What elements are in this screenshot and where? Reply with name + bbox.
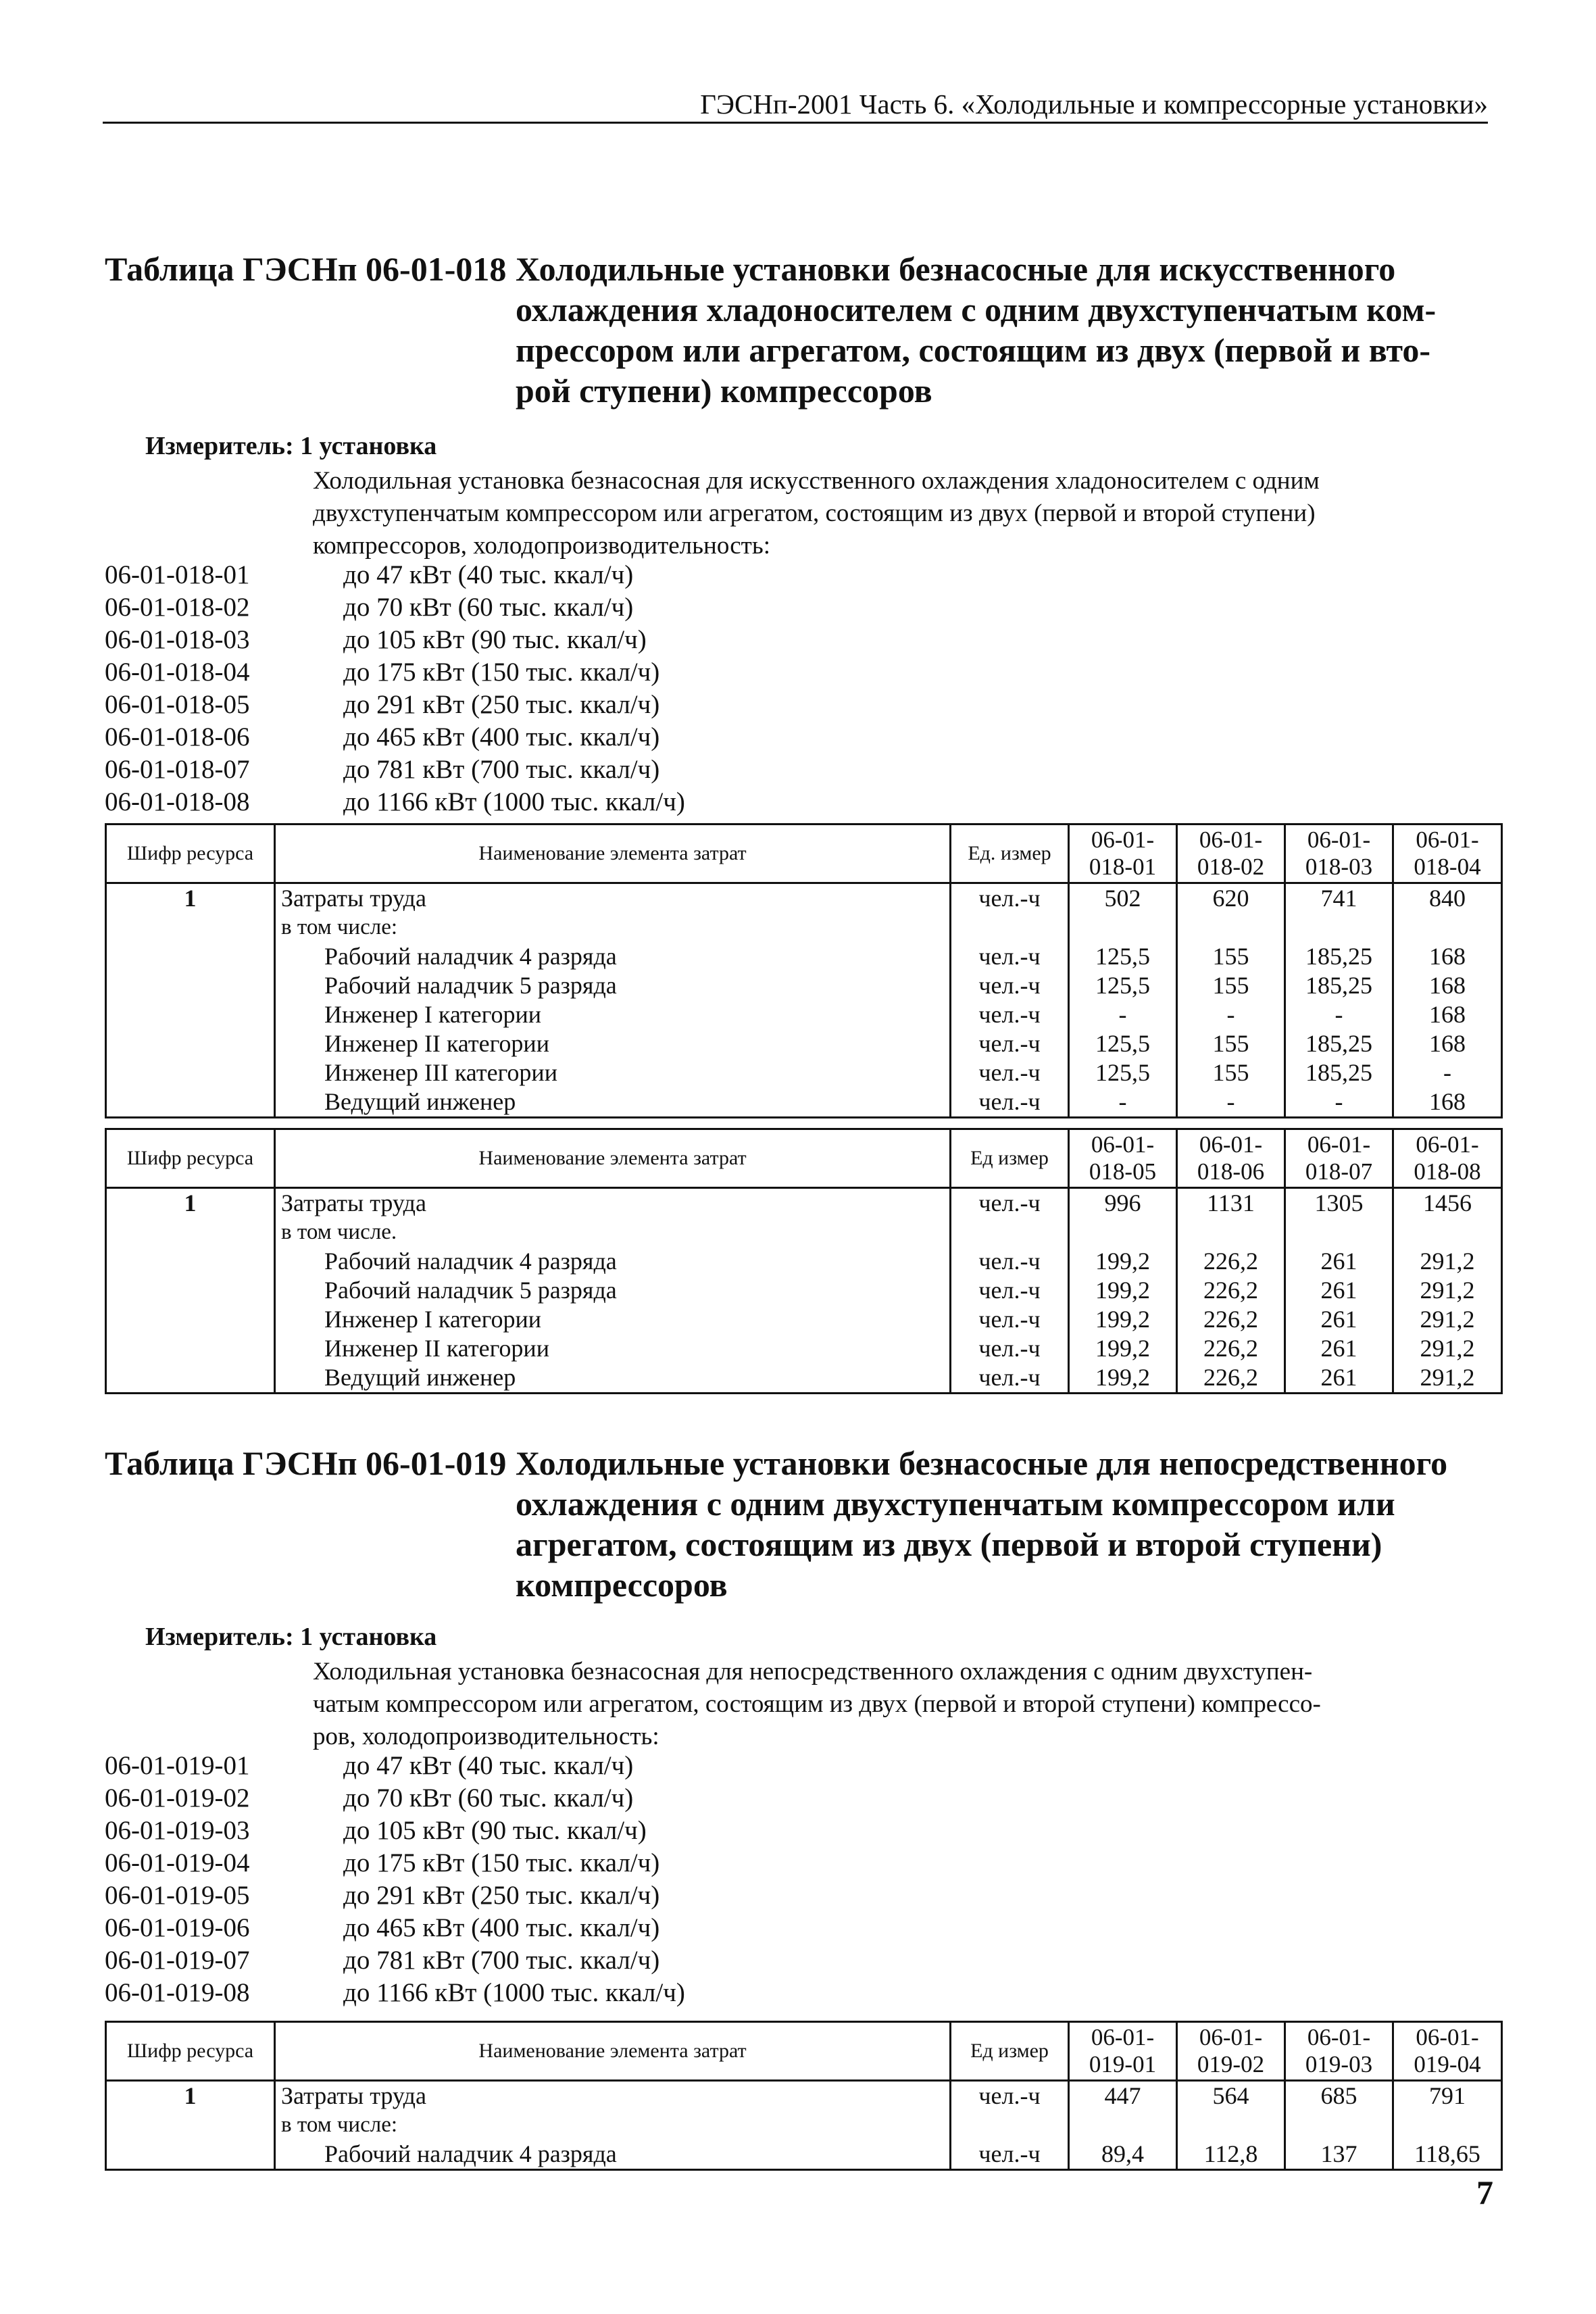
resource-code: 1 (184, 2082, 197, 2109)
cost-element-name: Затраты труда (281, 2082, 426, 2109)
value-column (1069, 2081, 1177, 2170)
value-column (1393, 1188, 1502, 1394)
header-norm-code (1285, 2022, 1393, 2081)
table-body-row (106, 2081, 1502, 2170)
cost-value (1394, 1218, 1501, 1247)
cost-unit: чел.-ч (978, 972, 1041, 999)
header-norm-code-line: 06-01- (1091, 1131, 1155, 1158)
header-norm-code (1393, 1129, 1502, 1188)
value-column (1069, 883, 1177, 1118)
cost-value: 564 (1212, 2082, 1249, 2109)
cost-value (1286, 2111, 1392, 2140)
cost-unit: чел.-ч (978, 943, 1041, 970)
norm-code: 06-01-018-02 (105, 593, 250, 622)
norm-code: 06-01-018-08 (105, 787, 250, 816)
cost-value: 1456 (1423, 1189, 1472, 1216)
cost-element-name: Затраты труда (281, 885, 426, 912)
capacity-limit: до 781 кВт (700 тыс. ккал/ч) (343, 1946, 660, 1975)
capacity-limit: до 70 кВт (60 тыс. ккал/ч) (343, 1783, 634, 1813)
cost-element-name: в том числе. (281, 1220, 397, 1244)
value-column (1285, 883, 1393, 1118)
cost-value: 996 (1104, 1189, 1141, 1216)
measure-unit: Измеритель: 1 установка (145, 432, 437, 460)
header-norm-code (1069, 824, 1177, 883)
value-column (1069, 1188, 1177, 1394)
cost-value: - (1335, 1088, 1343, 1115)
resource-table (105, 1128, 1503, 1394)
cost-value: 168 (1429, 1030, 1466, 1057)
header-norm-code (1393, 824, 1502, 883)
cost-value: 125,5 (1095, 972, 1150, 999)
capacity-limit: до 1166 кВт (1000 тыс. ккал/ч) (343, 787, 685, 816)
cost-value: 226,2 (1203, 1335, 1258, 1362)
norm-code: 06-01-019-05 (105, 1881, 250, 1910)
header-norm-code-line: 018-04 (1414, 854, 1481, 880)
value-column (1393, 883, 1502, 1118)
cost-value: 502 (1104, 885, 1141, 912)
resource-table (105, 2021, 1503, 2171)
header-norm-code-line: 018-02 (1197, 854, 1265, 880)
cost-value: 185,25 (1305, 972, 1372, 999)
cost-value: - (1335, 1001, 1343, 1028)
cost-element-name: Инженер I категории (324, 1001, 541, 1028)
table-header-row (106, 824, 1502, 883)
page-number: 7 (1476, 2173, 1493, 2211)
cost-value (1178, 1218, 1284, 1247)
header-norm-code-line: 06-01- (1307, 1131, 1371, 1158)
capacity-limit: до 70 кВт (60 тыс. ккал/ч) (343, 593, 634, 622)
table-title-line: агрегатом, состоящим из двух (первой и второй ступени) (516, 1525, 1382, 1563)
table-title-line: Холодильные установки безнасосные для искусственного (516, 250, 1396, 288)
cost-unit (951, 1218, 1068, 1247)
cost-value: 226,2 (1203, 1277, 1258, 1304)
header-unit: Ед. измер (951, 824, 1069, 883)
cost-value: 261 (1320, 1248, 1357, 1275)
cost-unit: чел.-ч (978, 1189, 1041, 1216)
header-resource-code: Шифр ресурса (106, 1129, 275, 1188)
cost-value: 291,2 (1420, 1335, 1475, 1362)
cost-value: 185,25 (1305, 1059, 1372, 1086)
capacity-limit: до 105 кВт (90 тыс. ккал/ч) (343, 1816, 647, 1845)
capacity-limit: до 47 кВт (40 тыс. ккал/ч) (343, 560, 634, 589)
cost-element-name: Инженер II категории (324, 1335, 549, 1362)
cost-value: 199,2 (1095, 1364, 1150, 1391)
cost-unit: чел.-ч (978, 1059, 1041, 1086)
header-unit: Ед измер (951, 2022, 1069, 2081)
resource-code-cell (106, 883, 275, 1118)
cost-element-name: Инженер I категории (324, 1306, 541, 1333)
header-norm-code (1285, 824, 1393, 883)
cost-value: 291,2 (1420, 1306, 1475, 1333)
cost-unit: чел.-ч (978, 2082, 1041, 2109)
header-norm-code-line: 06-01- (1091, 827, 1155, 853)
cost-element-name: Инженер II категории (324, 1030, 549, 1057)
cost-value: 155 (1212, 1030, 1249, 1057)
capacity-limit: до 465 кВт (400 тыс. ккал/ч) (343, 722, 660, 752)
cost-value: 226,2 (1203, 1364, 1258, 1391)
value-column (1393, 2081, 1502, 2170)
unit-column (951, 1188, 1069, 1394)
cost-value: 291,2 (1420, 1248, 1475, 1275)
header-cost-element: Наименование элемента затрат (275, 2022, 951, 2081)
capacity-limit: до 175 кВт (150 тыс. ккал/ч) (343, 658, 660, 687)
norm-code: 06-01-018-07 (105, 755, 250, 784)
cost-value: 199,2 (1095, 1248, 1150, 1275)
cost-element-name: Затраты труда (281, 1189, 426, 1216)
header-norm-code-line: 018-03 (1305, 854, 1373, 880)
header-cost-element: Наименование элемента затрат (275, 1129, 951, 1188)
norm-code: 06-01-019-04 (105, 1848, 250, 1877)
cost-value: 125,5 (1095, 1059, 1150, 1086)
cost-element-name: в том числе: (281, 915, 398, 939)
unit-column (951, 2081, 1069, 2170)
norm-code: 06-01-018-05 (105, 690, 250, 719)
resource-table (105, 823, 1503, 1118)
cost-value (1394, 2111, 1501, 2140)
header-norm-code-line: 019-01 (1089, 2051, 1157, 2077)
capacity-limit: до 465 кВт (400 тыс. ккал/ч) (343, 1913, 660, 1942)
capacity-limit: до 47 кВт (40 тыс. ккал/ч) (343, 1751, 634, 1780)
table-header-row (106, 1129, 1502, 1188)
cost-value: - (1118, 1001, 1127, 1028)
header-norm-code-line: 06-01- (1416, 827, 1479, 853)
cost-value: 199,2 (1095, 1277, 1150, 1304)
header-norm-code (1285, 1129, 1393, 1188)
table-title-line: прессором или агрегатом, состоящим из двух (первой и вто- (516, 331, 1431, 369)
cost-element-column (275, 2081, 951, 2170)
cost-value (1070, 2111, 1176, 2140)
cost-unit: чел.-ч (978, 1335, 1041, 1362)
cost-element-name: Рабочий наладчик 4 разряда (324, 1248, 617, 1275)
cost-value: 125,5 (1095, 943, 1150, 970)
cost-value: 261 (1320, 1306, 1357, 1333)
cost-value: - (1118, 1088, 1127, 1115)
cost-value: 168 (1429, 1088, 1466, 1115)
cost-unit: чел.-ч (978, 1088, 1041, 1115)
capacity-limit: до 291 кВт (250 тыс. ккал/ч) (343, 1881, 660, 1910)
table-title-line: охлаждения хладоносителем с одним двухступенчатым ком- (516, 291, 1437, 328)
header-norm-code-line: 06-01- (1416, 2024, 1479, 2050)
cost-value: 137 (1320, 2140, 1357, 2167)
cost-unit: чел.-ч (978, 1248, 1041, 1275)
cost-value: - (1443, 1059, 1451, 1086)
header-cost-element: Наименование элемента затрат (275, 824, 951, 883)
cost-value: 185,25 (1305, 1030, 1372, 1057)
cost-element-name: Инженер III категории (324, 1059, 557, 1086)
cost-value: 199,2 (1095, 1306, 1150, 1333)
cost-value (1070, 1218, 1176, 1247)
norm-code: 06-01-018-03 (105, 625, 250, 654)
cost-unit: чел.-ч (978, 1030, 1041, 1057)
cost-unit (951, 2111, 1068, 2140)
header-norm-code-line: 019-03 (1305, 2051, 1373, 2077)
cost-value: 261 (1320, 1335, 1357, 1362)
cost-value: 168 (1429, 943, 1466, 970)
header-norm-code (1069, 1129, 1177, 1188)
cost-unit: чел.-ч (978, 1277, 1041, 1304)
cost-value: 118,65 (1414, 2140, 1480, 2167)
header-norm-code-line: 018-07 (1305, 1158, 1373, 1185)
cost-value: 840 (1429, 885, 1466, 912)
cost-value: 1131 (1207, 1189, 1255, 1216)
cost-value: 199,2 (1095, 1335, 1150, 1362)
header-norm-code-line: 019-04 (1414, 2051, 1481, 2077)
header-unit: Ед измер (951, 1129, 1069, 1188)
cost-element-name: Рабочий наладчик 4 разряда (324, 2140, 617, 2167)
norm-code: 06-01-019-01 (105, 1751, 250, 1780)
cost-value: 1305 (1314, 1189, 1364, 1216)
cost-value (1178, 913, 1284, 942)
cost-unit: чел.-ч (978, 1001, 1041, 1028)
header-resource-code: Шифр ресурса (106, 824, 275, 883)
table-body-row (106, 1188, 1502, 1394)
norm-code: 06-01-019-08 (105, 1978, 250, 2007)
cost-value: 685 (1320, 2082, 1357, 2109)
header-norm-code-line: 06-01- (1199, 827, 1263, 853)
capacity-limit: до 291 кВт (250 тыс. ккал/ч) (343, 690, 660, 719)
resource-code-cell (106, 2081, 275, 2170)
header-norm-code-line: 06-01- (1199, 2024, 1263, 2050)
header-norm-code (1177, 2022, 1285, 2081)
table-body-row (106, 883, 1502, 1118)
cost-value (1394, 913, 1501, 942)
description-line: Холодильная установка безнасосная для непосредственного охлаждения с одним двухступен- (313, 1658, 1313, 1685)
capacity-limit: до 105 кВт (90 тыс. ккал/ч) (343, 625, 647, 654)
header-norm-code-line: 06-01- (1416, 1131, 1479, 1158)
table-title-line: рой ступени) компрессоров (516, 372, 932, 410)
value-column (1177, 883, 1285, 1118)
header-resource-code: Шифр ресурса (106, 2022, 275, 2081)
cost-element-name: в том числе: (281, 2113, 398, 2137)
header-norm-code-line: 06-01- (1091, 2024, 1155, 2050)
header-norm-code (1177, 1129, 1285, 1188)
header-norm-code-line: 018-06 (1197, 1158, 1265, 1185)
table-title-line: компрессоров (516, 1566, 728, 1604)
capacity-limit: до 781 кВт (700 тыс. ккал/ч) (343, 755, 660, 784)
cost-element-name: Рабочий наладчик 5 разряда (324, 1277, 617, 1304)
norm-code: 06-01-018-06 (105, 722, 250, 752)
cost-element-name: Рабочий наладчик 4 разряда (324, 943, 617, 970)
cost-element-column (275, 1188, 951, 1394)
resource-code: 1 (184, 1189, 197, 1216)
cost-value (1070, 913, 1176, 942)
value-column (1177, 2081, 1285, 2170)
cost-value: 89,4 (1101, 2140, 1144, 2167)
norm-code: 06-01-019-06 (105, 1913, 250, 1942)
cost-value (1286, 913, 1392, 942)
running-header (103, 80, 1488, 124)
cost-value: 125,5 (1095, 1030, 1150, 1057)
description-line: компрессоров, холодопроизводительность: (313, 532, 770, 560)
header-norm-code-line: 018-01 (1089, 854, 1157, 880)
cost-value: 261 (1320, 1364, 1357, 1391)
cost-element-column (275, 883, 951, 1118)
cost-unit (951, 913, 1068, 942)
header-norm-code-line: 06-01- (1307, 2024, 1371, 2050)
resource-code: 1 (184, 885, 197, 912)
description-line: двухступенчатым компрессором или агрегатом, состоящим из двух (первой и второй ступени) (313, 499, 1316, 527)
norm-code: 06-01-019-03 (105, 1816, 250, 1845)
value-column (1177, 1188, 1285, 1394)
cost-value: 226,2 (1203, 1248, 1258, 1275)
header-norm-code-line: 06-01- (1199, 1131, 1263, 1158)
cost-value: 291,2 (1420, 1277, 1475, 1304)
cost-value (1178, 2111, 1284, 2140)
header-norm-code-line: 018-05 (1089, 1158, 1157, 1185)
cost-value: 226,2 (1203, 1306, 1258, 1333)
norm-code: 06-01-018-01 (105, 560, 250, 589)
capacity-limit: до 175 кВт (150 тыс. ккал/ч) (343, 1848, 660, 1877)
description-line: Холодильная установка безнасосная для искусственного охлаждения хладоносителем с одним (313, 467, 1320, 495)
header-norm-code-line: 019-02 (1197, 2051, 1265, 2077)
section-description (313, 465, 1475, 562)
header-norm-code-line: 018-08 (1414, 1158, 1481, 1185)
table-title-label: Таблица ГЭСНп 06-01-019 (105, 1444, 507, 1482)
section-description (313, 1656, 1475, 1753)
table-title-line: охлаждения с одним двухступенчатым компрессором или (516, 1485, 1395, 1523)
norm-code: 06-01-019-02 (105, 1783, 250, 1813)
unit-column (951, 883, 1069, 1118)
table-title-label: Таблица ГЭСНп 06-01-018 (105, 250, 507, 288)
value-column (1285, 2081, 1393, 2170)
header-norm-code (1393, 2022, 1502, 2081)
cost-value: 791 (1429, 2082, 1466, 2109)
cost-value: 447 (1104, 2082, 1141, 2109)
header-norm-code (1069, 2022, 1177, 2081)
cost-element-name: Ведущий инженер (324, 1364, 516, 1391)
running-header-text: ГЭСНп-2001 Часть 6. «Холодильные и компрессорные установки» (700, 89, 1488, 120)
cost-unit: чел.-ч (978, 2140, 1041, 2167)
capacity-limit: до 1166 кВт (1000 тыс. ккал/ч) (343, 1978, 685, 2007)
cost-element-name: Ведущий инженер (324, 1088, 516, 1115)
table-title-text (516, 249, 1489, 411)
value-column (1285, 1188, 1393, 1394)
cost-value: 168 (1429, 972, 1466, 999)
cost-value: 185,25 (1305, 943, 1372, 970)
cost-value: 620 (1212, 885, 1249, 912)
measure-unit: Измеритель: 1 установка (145, 1623, 437, 1651)
table-header-row (106, 2022, 1502, 2081)
cost-value: 168 (1429, 1001, 1466, 1028)
cost-value: 741 (1320, 885, 1357, 912)
table-title-line: Холодильные установки безнасосные для непосредственного (516, 1444, 1448, 1482)
cost-unit: чел.-ч (978, 1364, 1041, 1391)
cost-value: 155 (1212, 943, 1249, 970)
cost-value: 155 (1212, 972, 1249, 999)
cost-value: 112,8 (1203, 2140, 1258, 2167)
norm-code: 06-01-018-04 (105, 658, 250, 687)
cost-value: - (1226, 1088, 1235, 1115)
table-title-text (516, 1443, 1489, 1605)
cost-value: 261 (1320, 1277, 1357, 1304)
header-norm-code (1177, 824, 1285, 883)
cost-unit: чел.-ч (978, 1306, 1041, 1333)
norm-code: 06-01-019-07 (105, 1946, 250, 1975)
cost-unit: чел.-ч (978, 885, 1041, 912)
cost-element-name: Рабочий наладчик 5 разряда (324, 972, 617, 999)
cost-value: 291,2 (1420, 1364, 1475, 1391)
cost-value: - (1226, 1001, 1235, 1028)
cost-value (1286, 1218, 1392, 1247)
description-line: ров, холодопроизводительность: (313, 1723, 659, 1750)
resource-code-cell (106, 1188, 275, 1394)
cost-value: 155 (1212, 1059, 1249, 1086)
header-norm-code-line: 06-01- (1307, 827, 1371, 853)
description-line: чатым компрессором или агрегатом, состоящим из двух (первой и второй ступени) компрессо- (313, 1690, 1321, 1718)
